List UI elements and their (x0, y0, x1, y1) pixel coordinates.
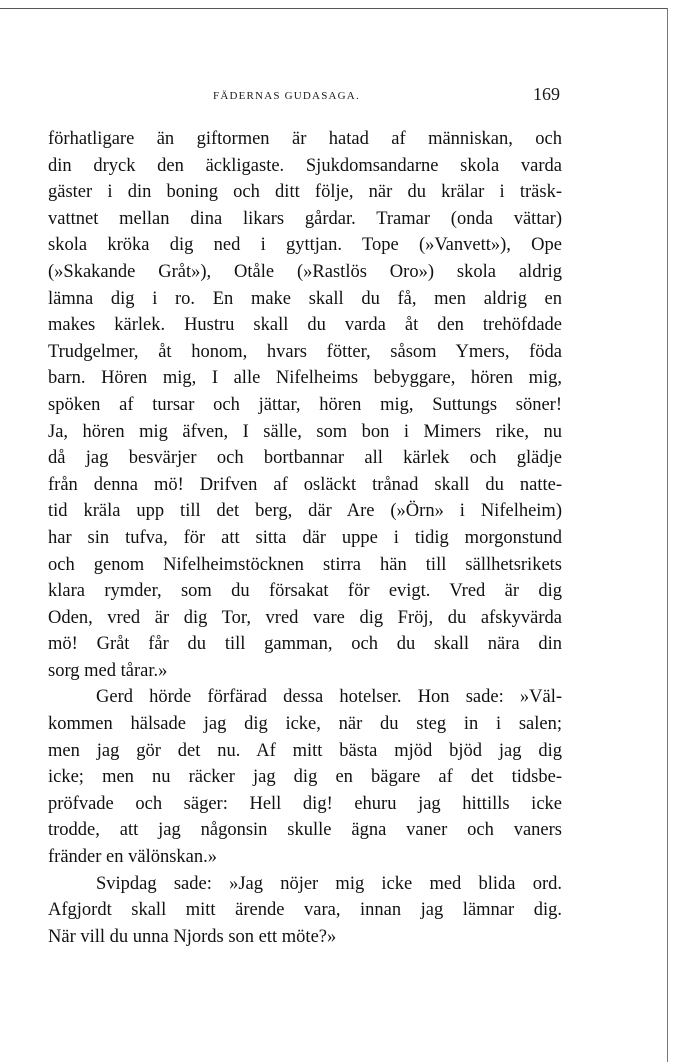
text-line: då jag besvärjer och bortbannar all kärlek och glädje (48, 448, 562, 469)
text-line: Gerd hörde förfärad dessa hotelser. Hon sade: »Väl- (96, 687, 562, 708)
paragraph (48, 684, 562, 870)
text-line: icke; men nu räcker jag dig en bägare af det tidsbe- (48, 767, 562, 788)
text-line: mö! Gråt får du till gamman, och du skall nära din (48, 634, 562, 655)
text-line: vattnet mellan dina likars gårdar. Tramar (onda vättar) (48, 208, 562, 229)
text-line: din dryck den äckligaste. Sjukdomsandarne skola varda (48, 155, 562, 176)
text-line: makes kärlek. Hustru skall du varda åt den trehöfdade (48, 315, 562, 336)
text-line: spöken af tursar och jättar, hören mig, Suttungs söner! (48, 394, 562, 415)
body-text (48, 126, 562, 950)
text-line: lämna dig i ro. En make skall du få, men aldrig en (48, 288, 562, 309)
paragraph (48, 126, 562, 684)
paragraph (48, 871, 562, 951)
text-line: från denna mö! Drifven af osläckt trånad skall du natte- (48, 474, 562, 495)
text-line: kommen hälsade jag dig icke, när du steg in i salen; (48, 714, 562, 735)
scan-edge-right-rule (667, 8, 668, 1062)
text-line: pröfvade och säger: Hell dig! ehuru jag hittills icke (48, 793, 562, 814)
text-line: men jag gör det nu. Af mitt bästa mjöd bjöd jag dig (48, 740, 562, 761)
text-line: barn. Hören mig, I alle Nifelheims bebyggare, hören mig, (48, 368, 562, 389)
page-number: 169 (533, 84, 560, 104)
text-line: sorg med tårar.» (48, 660, 168, 681)
text-line: (»Skakande Gråt»), Otåle (»Rastlös Oro») skola aldrig (48, 261, 562, 282)
text-line: Afgjordt skall mitt ärende vara, innan jag lämnar dig. (48, 900, 562, 921)
text-line: När vill du unna Njords son ett möte?» (48, 926, 337, 947)
text-line: gäster i din boning och ditt följe, när du krälar i träsk- (48, 182, 562, 203)
text-line: och genom Nifelheimstöcknen stirra hän till sällhetsrikets (48, 554, 562, 575)
text-line: förhatligare än giftormen är hatad af människan, och (48, 129, 562, 149)
running-head: FÄDERNAS GUDASAGA. (213, 90, 360, 102)
text-line: trodde, att jag någonsin skulle ägna vaner och vaners (48, 820, 562, 841)
text-line: Oden, vred är dig Tor, vred vare dig Fröj, du afskyvärda (48, 607, 562, 628)
scan-edge-top-rule (0, 8, 668, 9)
text-line: tid kräla upp till det berg, där Are (»Örn» i Nifelheim) (48, 501, 562, 522)
text-line: klara rymder, som du försakat för evigt. Vred är dig (48, 581, 562, 602)
text-line: skola kröka dig ned i gyttjan. Tope (»Vanvett»), Ope (48, 235, 562, 256)
page-header (48, 84, 560, 108)
text-line: Trudgelmer, åt honom, hvars fötter, såsom Ymers, föda (48, 341, 562, 362)
text-line: Svipdag sade: »Jag nöjer mig icke med blida ord. (96, 873, 562, 894)
text-line: fränder en välönskan.» (48, 847, 218, 868)
text-line: Ja, hören mig äfven, I sälle, som bon i Mimers rike, nu (48, 421, 562, 442)
text-line: har sin tufva, för att sitta där uppe i tidig morgonstund (48, 527, 562, 548)
